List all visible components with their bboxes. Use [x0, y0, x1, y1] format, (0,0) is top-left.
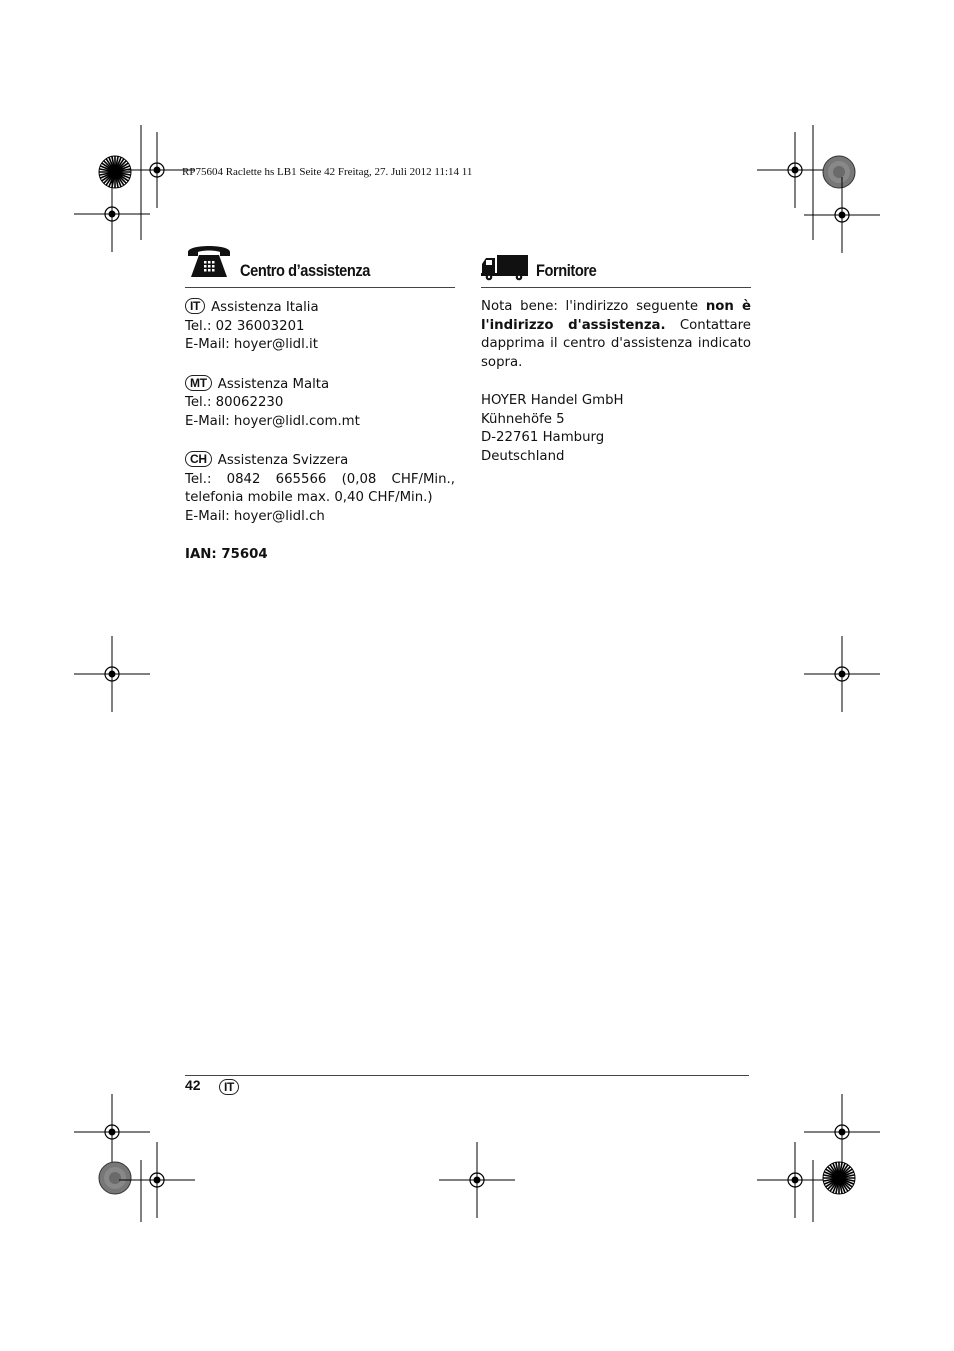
address-line: HOYER Handel GmbH [481, 393, 624, 408]
ian-number: IAN: 75604 [185, 547, 268, 562]
section-heading [185, 234, 455, 288]
note-suffix: Contattare dapprima il centro d'assistenza indicato sopra. [481, 317, 751, 370]
address-line: D-22761 Hamburg [481, 430, 605, 445]
telephone-icon [185, 241, 233, 281]
section-title: Centro d’assistenza [240, 261, 370, 280]
contact-tel: Tel.: 0842 665566 (0,08 CHF/Min., [185, 471, 455, 487]
contact-email: E-Mail: hoyer@lidl.com.mt [185, 413, 360, 429]
contact-switzerland [185, 451, 455, 526]
footer-divider [185, 1075, 749, 1076]
contact-tel-continued: telefonia mobile max. 0,40 CHF/Min.) [185, 490, 433, 505]
supplier-content [481, 298, 751, 466]
country-badge: IT [185, 298, 205, 314]
note-bold: non è l'indirizzo d'assistenza. [481, 299, 752, 333]
contact-name: Assistenza Svizzera [217, 453, 349, 468]
country-badge: MT [185, 375, 212, 391]
truck-icon [481, 253, 529, 281]
contacts-list [185, 298, 455, 565]
section-heading [481, 234, 751, 288]
note-prefix: Nota bene: l'indirizzo seguente [481, 299, 706, 314]
contact-tel: Tel.: 80062230 [185, 395, 284, 410]
address-line: Kühnehöfe 5 [481, 411, 565, 427]
supplier-note [481, 298, 751, 372]
address-line: Deutschland [481, 448, 565, 464]
contact-malta [185, 375, 455, 432]
country-badge: CH [185, 451, 212, 467]
contact-name: Assistenza Italia [211, 300, 319, 315]
service-center-section [185, 234, 455, 565]
contact-email: E-Mail: hoyer@lidl.ch [185, 508, 325, 524]
print-info: RP75604 Raclette hs LB1 Seite 42 Freitag, 27. Juli 2012 11:14 11 [182, 166, 473, 178]
contact-email: E-Mail: hoyer@lidl.it [185, 337, 318, 352]
supplier-section [481, 234, 751, 466]
footer-country-badge: IT [219, 1079, 239, 1095]
contact-name: Assistenza Malta [217, 376, 330, 392]
contact-italy [185, 298, 455, 355]
section-title: Fornitore [536, 261, 597, 280]
page-number: 42 [185, 1077, 201, 1093]
contact-tel: Tel.: 02 36003201 [185, 318, 305, 334]
supplier-address [481, 392, 751, 466]
